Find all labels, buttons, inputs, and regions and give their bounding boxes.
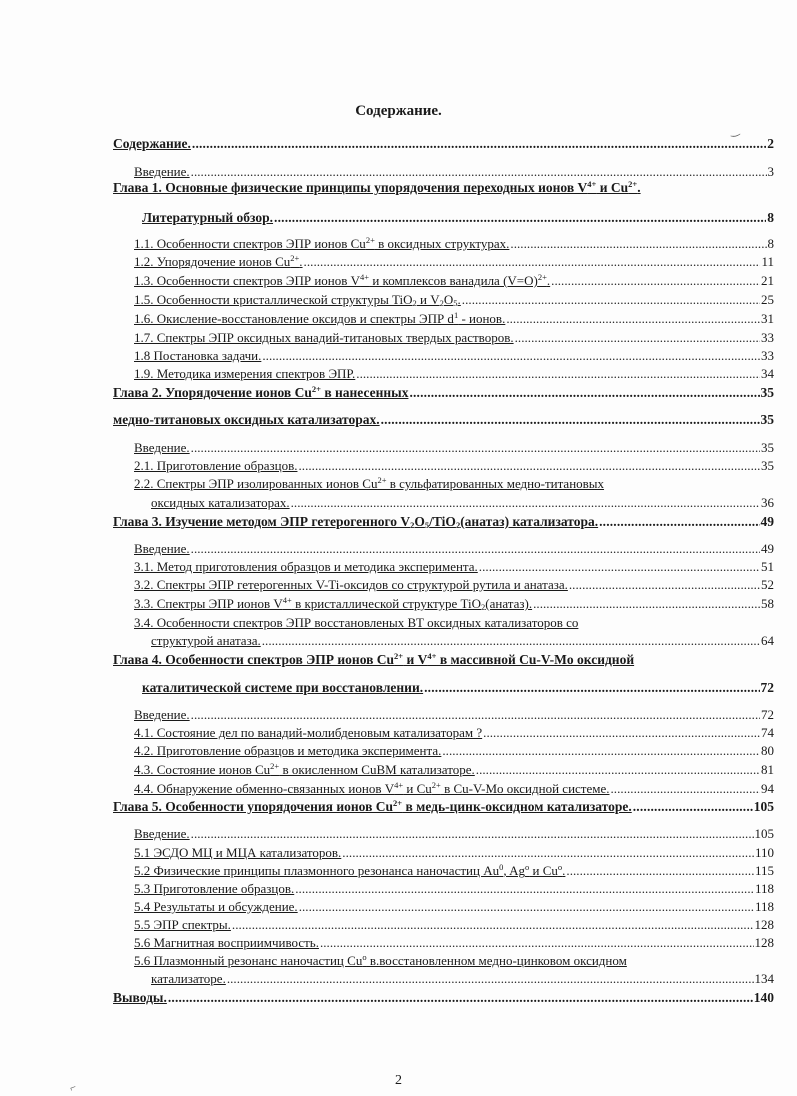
toc-entry[interactable]: 1.1. Особенности спектров ЭПР ионов $Cu^{2+}$ в оксидных структурах. . . . 8 (134, 236, 774, 251)
toc-entry[interactable]: 3.2. Спектры ЭПР гетерогенных V-Ti-оксидов со структурой рутила и анатаза. . . . 52 (134, 577, 774, 592)
chapter-heading[interactable]: Глава 1. Основные физические принципы упорядочения переходных ионов $V^{4+}$ и $Cu^{2+}$. (113, 179, 641, 195)
toc-entry[interactable]: 2.1. Приготовление образцов. . . . 35 (134, 458, 774, 473)
toc-entry[interactable]: 1.6. Окисление-восстановление оксидов и спектры ЭПР $d^1$ - ионов. . . . 31 (134, 311, 774, 326)
toc-entry[interactable]: 1.3. Особенности спектров ЭПР ионов $V^{4+}$ и комплексов ванадила (V=O)$^{2+}$. . . . 21 (134, 273, 774, 288)
toc-entry[interactable]: Литературный обзор. . . . 8 (142, 210, 774, 225)
toc-entry-line[interactable]: 5.6 Плазмонный резонанс наночастиц Cu$^o$ в.восстановленном медно-цинковом оксидном (134, 952, 627, 968)
toc-entry[interactable]: 5.2 Физические принципы плазмонного резонанса наночастиц Au$^0$, Ag$^o$ и Cu$^o$. . . . 115 (134, 863, 774, 878)
toc-entry[interactable]: Глава 2. Упорядочение ионов $Cu^{2+}$ в нанесенных . . . 35 (113, 385, 774, 400)
chapter-heading[interactable]: Глава 4. Особенности спектров ЭПР ионов $Cu^{2+}$ и $V^{4+}$ в массивной Cu-V-Mo оксидной (113, 651, 635, 667)
toc-entry[interactable]: 4.1. Состояние дел по ванадий-молибденовым катализаторам ? . . . 74 (134, 725, 774, 740)
toc-entry[interactable]: 4.4. Обнаружение обменно-связанных ионов $V^{4+}$ и $Cu^{2+}$ в Cu-V-Mo оксидной системе. . . . 94 (134, 781, 774, 796)
toc-entry[interactable]: Содержание. . . . 2 (113, 136, 774, 151)
toc-entry-line[interactable]: 3.4. Особенности спектров ЭПР восстановленых ВТ оксидных катализаторов со (134, 615, 579, 630)
toc-entry[interactable]: Глава 5. Особенности упорядочения ионов $Cu^{2+}$ в медь-цинк-оксидном катализаторе. . . . 105 (113, 799, 774, 814)
toc-entry[interactable]: медно-титановых оксидных катализаторах. . . . 35 (113, 412, 774, 427)
toc-entry[interactable]: 1.7. Спектры ЭПР оксидных ванадий-титановых твердых растворов. . . . 33 (134, 330, 774, 345)
toc-entry[interactable]: оксидных катализаторах. . . . 36 (151, 495, 774, 510)
page-number: 2 (395, 1073, 402, 1088)
scan-mark: ⌐ (68, 1081, 79, 1095)
page-title: Содержание. (355, 103, 442, 119)
toc-entry[interactable]: 1.5. Особенности кристаллической структуры TiO$_2$ и $V_2O_5$. . . . 25 (134, 292, 774, 307)
toc-entry[interactable]: 5.5 ЭПР спектры. . . . 128 (134, 917, 774, 932)
toc-entry[interactable]: 3.1. Метод приготовления образцов и методика эксперимента. . . . 51 (134, 559, 774, 574)
toc-entry[interactable]: 5.1 ЭСДО МЦ и МЦА катализаторов. . . . 110 (134, 845, 774, 860)
toc-entry[interactable]: Введение. . . . 3 (134, 164, 774, 179)
toc-entry[interactable]: Глава 3. Изучение методом ЭПР гетерогенного $V_2O_5/TiO_2(анатаз)$ катализатора. . . . 49 (113, 514, 774, 529)
toc-entry-line[interactable]: 2.2. Спектры ЭПР изолированных ионов $Cu^{2+}$ в сульфатированных медно-титановых (134, 475, 605, 491)
toc-entry[interactable]: 5.4 Результаты и обсуждение. . . . 118 (134, 899, 774, 914)
toc-entry[interactable]: 5.3 Приготовление образцов. . . . 118 (134, 881, 774, 896)
toc-entry[interactable]: катализаторе. . . . 134 (151, 971, 774, 986)
toc-entry[interactable]: 3.3. Спектры ЭПР ионов $V^{4+}$ в кристаллической структуре TiO$_2$(анатаз). . . . 58 (134, 596, 774, 611)
toc-entry[interactable]: Введение. . . . 35 (134, 440, 774, 455)
toc-entry[interactable]: Введение. . . . 72 (134, 707, 774, 722)
toc-entry[interactable]: 4.3. Состояние ионов $Cu^{2+}$ в окисленном CuВМ катализаторе. . . . 81 (134, 762, 774, 777)
toc-entry[interactable]: 1.2. Упорядочение ионов $Cu^{2+}$. . . . 11 (134, 254, 774, 269)
scan-mark: ‿ (728, 124, 741, 138)
toc-entry[interactable]: 1.8 Постановка задачи. . . . 33 (134, 348, 774, 363)
toc-entry[interactable]: 4.2. Приготовление образцов и методика эксперимента. . . . 80 (134, 743, 774, 758)
toc-entry[interactable]: Введение. . . . 49 (134, 541, 774, 556)
toc-entry[interactable]: 5.6 Магнитная восприимчивость. . . . 128 (134, 935, 774, 950)
toc-entry[interactable]: 1.9. Методика измерения спектров ЭПР. . . . 34 (134, 366, 774, 381)
toc-entry[interactable]: Выводы. . . . 140 (113, 990, 774, 1005)
toc-entry[interactable]: каталитической системе при восстановлении. . . . 72 (142, 680, 774, 695)
toc-entry[interactable]: структурой анатаза. . . . 64 (151, 633, 774, 648)
toc-entry[interactable]: Введение. . . . 105 (134, 826, 774, 841)
